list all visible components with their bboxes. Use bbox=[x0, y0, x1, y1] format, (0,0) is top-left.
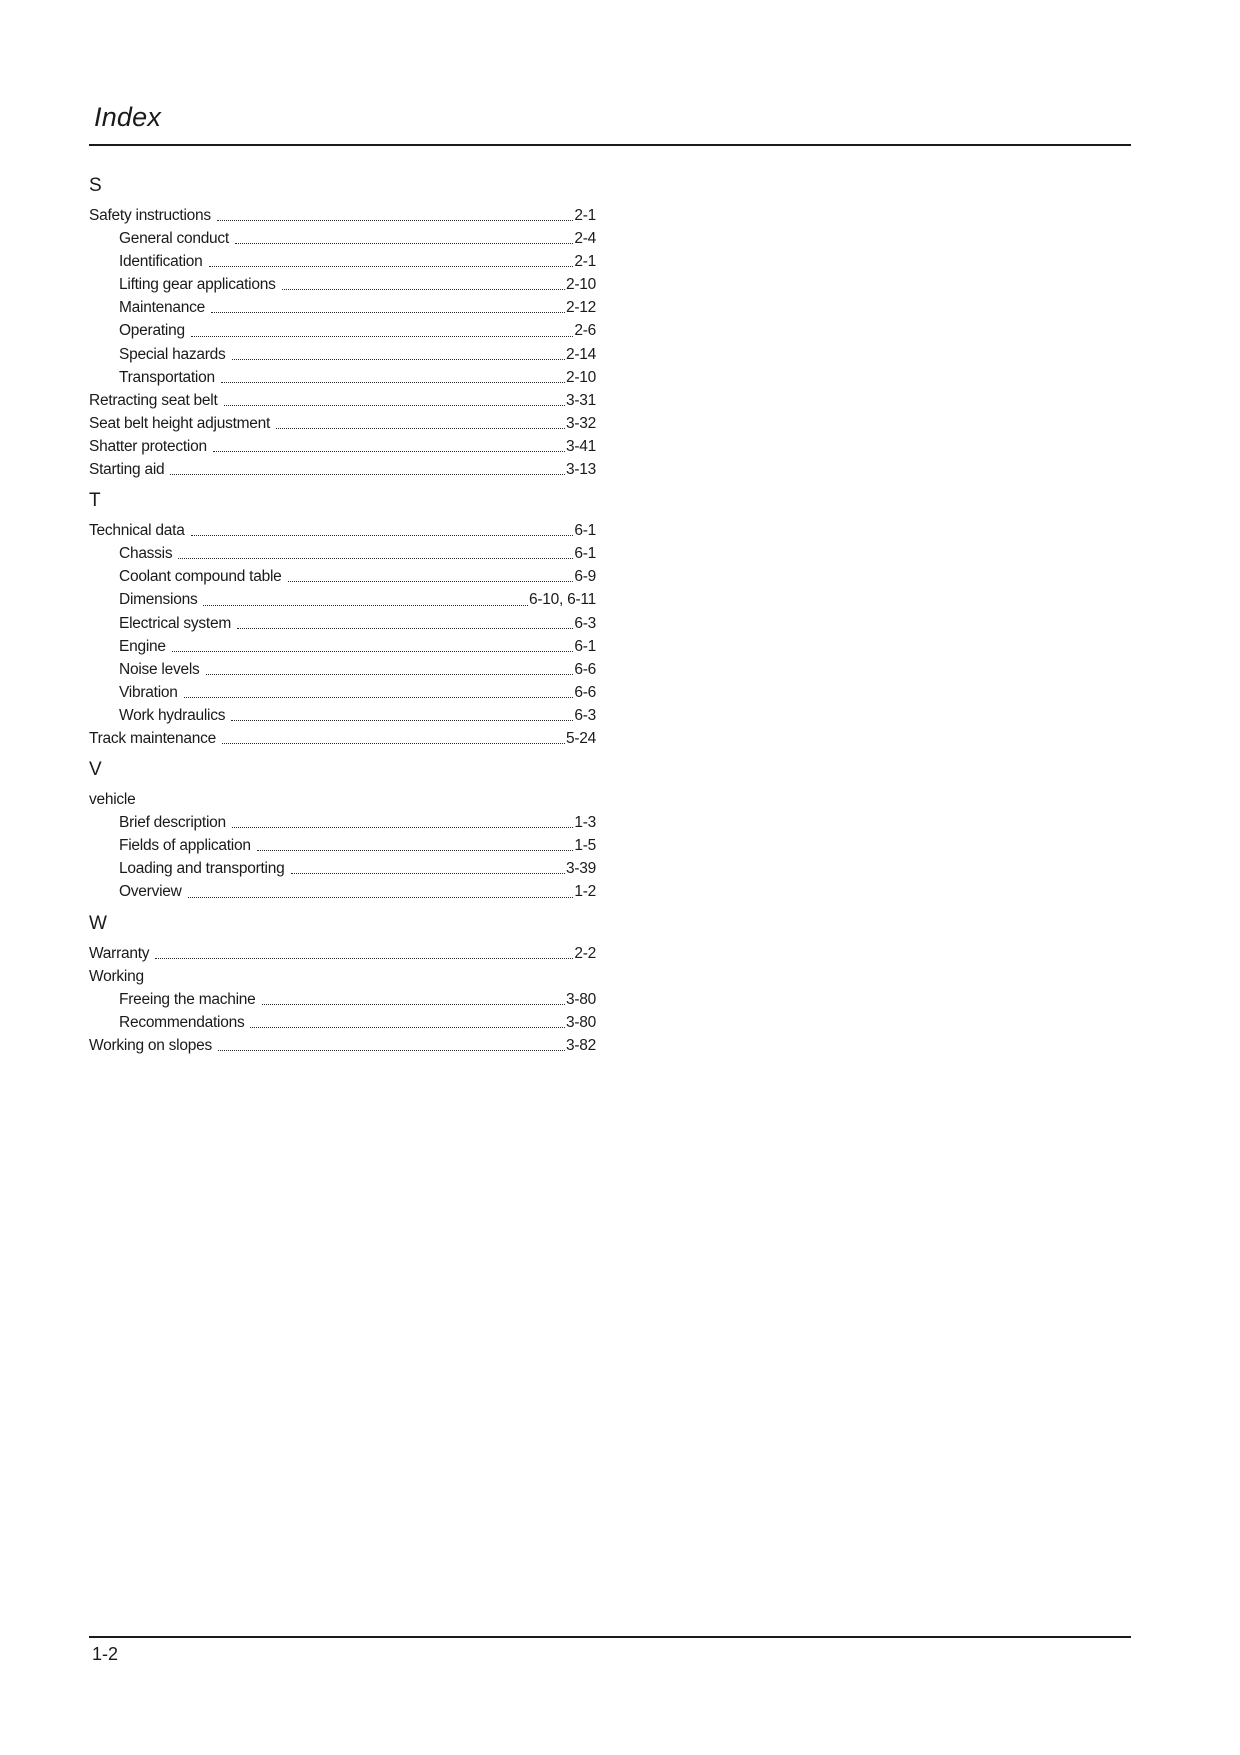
index-subentry bbox=[89, 681, 596, 704]
entry-page-reference: 2-10 bbox=[565, 276, 596, 294]
dot-leader bbox=[191, 335, 574, 337]
entry-label: Safety instructions bbox=[89, 207, 211, 224]
index-subentry bbox=[89, 704, 596, 727]
index-subentry bbox=[89, 834, 596, 857]
entry-page-reference: 2-14 bbox=[565, 345, 596, 363]
entry-label: General conduct bbox=[119, 230, 229, 248]
index-subentry bbox=[89, 296, 596, 319]
index-subentry bbox=[89, 588, 596, 611]
index-entry bbox=[89, 435, 596, 458]
dot-leader bbox=[224, 404, 565, 406]
dot-leader bbox=[170, 473, 565, 475]
entry-label: Transportation bbox=[119, 368, 215, 386]
dot-leader bbox=[203, 604, 528, 606]
dot-leader bbox=[276, 427, 565, 429]
entry-label: Shatter protection bbox=[89, 437, 207, 455]
entry-page-reference: 3-39 bbox=[565, 860, 596, 878]
entry-page-reference: 2-1 bbox=[574, 253, 596, 271]
section-letter: W bbox=[89, 912, 107, 934]
index-subentry bbox=[89, 273, 596, 296]
entry-page-reference: 3-31 bbox=[565, 391, 596, 409]
section-letter: T bbox=[89, 490, 101, 512]
dot-leader bbox=[262, 1003, 565, 1005]
page-footer bbox=[89, 1636, 1131, 1664]
dot-leader bbox=[232, 358, 565, 360]
index-section-s bbox=[89, 174, 596, 481]
entry-page-reference: 6-1 bbox=[574, 545, 596, 563]
dot-leader bbox=[217, 219, 573, 221]
entry-page-reference: 6-6 bbox=[574, 660, 596, 678]
dot-leader bbox=[155, 957, 573, 959]
entry-label: Electrical system bbox=[119, 614, 232, 632]
index-entry bbox=[89, 389, 596, 412]
index-entry bbox=[89, 727, 596, 750]
entry-page-reference: 2-12 bbox=[565, 299, 596, 317]
entry-page-reference: 2-6 bbox=[574, 322, 596, 340]
index-subentry bbox=[89, 319, 596, 342]
index-subentry bbox=[89, 612, 596, 635]
index-entry bbox=[89, 965, 596, 988]
entry-page-reference: 3-41 bbox=[565, 437, 596, 455]
entry-page-reference: 6-3 bbox=[574, 706, 596, 724]
entry-page-reference: 3-13 bbox=[565, 461, 596, 479]
entry-label: Coolant compound table bbox=[119, 568, 282, 586]
entry-label: Vibration bbox=[119, 683, 178, 701]
dot-leader bbox=[172, 650, 574, 652]
index-subentry bbox=[89, 542, 596, 565]
dot-leader bbox=[211, 311, 565, 313]
section-letter: V bbox=[89, 759, 102, 781]
index-subentry bbox=[89, 1011, 596, 1034]
entry-page-reference: 2-4 bbox=[574, 230, 596, 248]
entry-page-reference: 6-10, 6-11 bbox=[528, 591, 596, 609]
index-subentry bbox=[89, 635, 596, 658]
entry-page-reference: 1-3 bbox=[574, 814, 596, 832]
section-letter: S bbox=[89, 175, 102, 196]
index-subentry bbox=[89, 366, 596, 389]
entry-label: Engine bbox=[119, 637, 166, 655]
index-subentry bbox=[89, 988, 596, 1011]
entry-page-reference: 1-2 bbox=[574, 883, 596, 901]
index-section-v bbox=[89, 758, 596, 903]
index-subentry bbox=[89, 880, 596, 903]
entry-label: Working bbox=[89, 967, 144, 985]
dot-leader bbox=[188, 896, 574, 898]
dot-leader bbox=[184, 696, 574, 698]
dot-leader bbox=[288, 580, 574, 582]
entry-label: Maintenance bbox=[119, 299, 206, 317]
index-subentry bbox=[89, 658, 596, 681]
dot-leader bbox=[232, 826, 573, 828]
entry-page-reference: 2-1 bbox=[574, 207, 596, 224]
index-entry bbox=[89, 1034, 596, 1057]
index-subentry bbox=[89, 343, 596, 366]
dot-leader bbox=[222, 742, 565, 744]
entry-page-reference: 3-32 bbox=[565, 414, 596, 432]
page-title: Index bbox=[94, 102, 162, 132]
index-subentry bbox=[89, 811, 596, 834]
dot-leader bbox=[178, 557, 573, 559]
entry-label: Brief description bbox=[119, 814, 226, 832]
entry-label: Seat belt height adjustment bbox=[89, 414, 271, 432]
entry-label: vehicle bbox=[89, 791, 136, 809]
dot-leader bbox=[221, 381, 565, 383]
entry-page-reference: 3-80 bbox=[565, 1013, 596, 1031]
dot-leader bbox=[257, 849, 574, 851]
index-subentry bbox=[89, 565, 596, 588]
entry-label: Technical data bbox=[89, 522, 185, 540]
entry-label: Loading and transporting bbox=[119, 860, 285, 878]
entry-label: Overview bbox=[119, 883, 182, 901]
index-entry bbox=[89, 458, 596, 481]
entry-label: Identification bbox=[119, 253, 203, 271]
entry-label: Track maintenance bbox=[89, 729, 216, 747]
dot-leader bbox=[235, 242, 573, 244]
entry-page-reference: 3-80 bbox=[565, 990, 596, 1008]
entry-page-reference: 5-24 bbox=[565, 729, 596, 747]
index-section-w bbox=[89, 912, 596, 1057]
page-number: 1-2 bbox=[92, 1644, 119, 1664]
entry-page-reference: 6-1 bbox=[574, 637, 596, 655]
index-entry bbox=[89, 942, 596, 965]
index-subentry bbox=[89, 857, 596, 880]
dot-leader bbox=[237, 627, 573, 629]
index-column bbox=[89, 174, 596, 1065]
index-entry bbox=[89, 412, 596, 435]
index-entry bbox=[89, 788, 596, 811]
entry-page-reference: 2-2 bbox=[574, 944, 596, 962]
dot-leader bbox=[250, 1026, 564, 1028]
entry-page-reference: 6-1 bbox=[574, 522, 596, 540]
dot-leader bbox=[231, 719, 573, 721]
index-entry bbox=[89, 204, 596, 227]
entry-label: Work hydraulics bbox=[119, 706, 226, 724]
dot-leader bbox=[291, 872, 565, 874]
entry-label: Warranty bbox=[89, 944, 150, 962]
dot-leader bbox=[218, 1049, 565, 1051]
entry-label: Freeing the machine bbox=[119, 990, 256, 1008]
dot-leader bbox=[213, 450, 565, 452]
entry-label: Working on slopes bbox=[89, 1036, 212, 1054]
dot-leader bbox=[206, 673, 574, 675]
index-entry bbox=[89, 519, 596, 542]
index-subentry bbox=[89, 250, 596, 273]
entry-label: Noise levels bbox=[119, 660, 200, 678]
entry-page-reference: 6-3 bbox=[574, 614, 596, 632]
entry-label: Lifting gear applications bbox=[119, 276, 276, 294]
page-header bbox=[89, 100, 1131, 146]
index-subentry bbox=[89, 227, 596, 250]
entry-page-reference: 6-9 bbox=[574, 568, 596, 586]
entry-label: Dimensions bbox=[119, 591, 198, 609]
dot-leader bbox=[282, 288, 565, 290]
dot-leader bbox=[209, 265, 574, 267]
index-section-t bbox=[89, 489, 596, 750]
entry-label: Recommendations bbox=[119, 1013, 245, 1031]
entry-label: Starting aid bbox=[89, 461, 165, 479]
entry-page-reference: 1-5 bbox=[574, 837, 596, 855]
entry-label: Fields of application bbox=[119, 837, 251, 855]
entry-page-reference: 6-6 bbox=[574, 683, 596, 701]
entry-page-reference: 2-10 bbox=[565, 368, 596, 386]
entry-label: Chassis bbox=[119, 545, 173, 563]
entry-page-reference: 3-82 bbox=[565, 1036, 596, 1054]
entry-label: Retracting seat belt bbox=[89, 391, 218, 409]
entry-label: Operating bbox=[119, 322, 185, 340]
dot-leader bbox=[191, 534, 574, 536]
entry-label: Special hazards bbox=[119, 345, 226, 363]
